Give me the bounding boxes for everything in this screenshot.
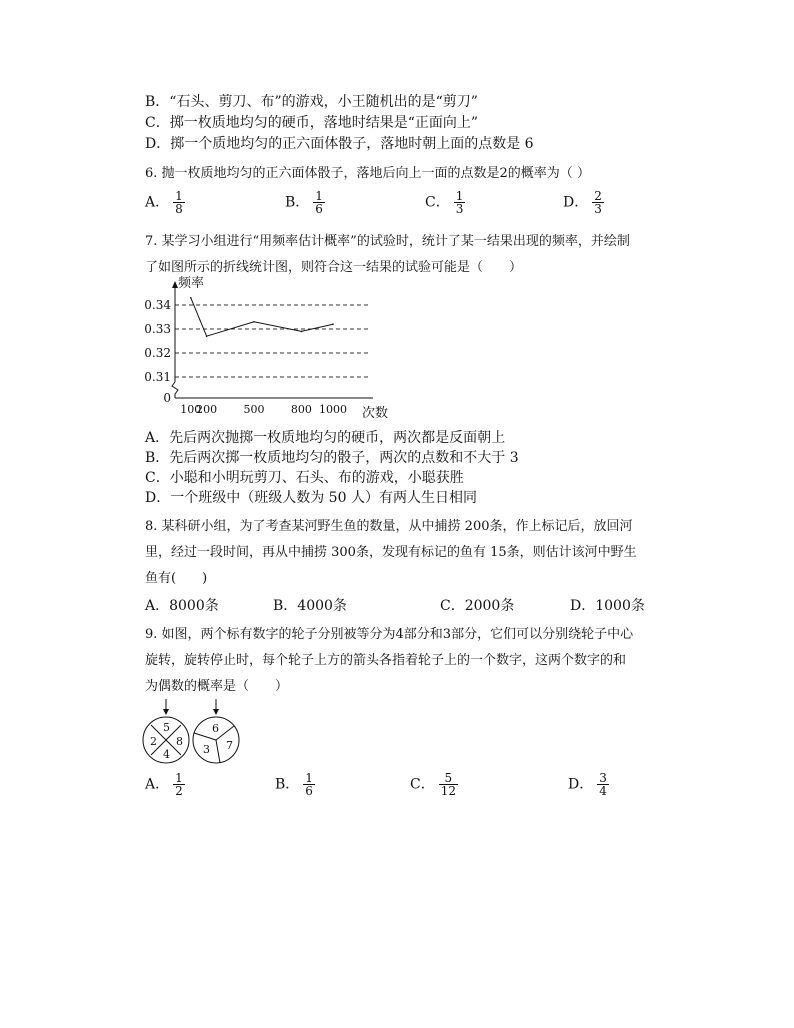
q6-option-d — [563, 190, 604, 215]
fraction-numerator: 1 — [305, 771, 313, 785]
fraction-denominator: 6 — [315, 202, 323, 216]
wheel-right-number: 6 — [212, 722, 219, 735]
fraction-numerator: 1 — [455, 189, 464, 203]
chart-y-axis-label: 频率 — [178, 276, 205, 291]
q9-option-d — [568, 772, 609, 797]
chart-data-point — [190, 297, 192, 299]
chart-y-tick-label: 0 — [163, 391, 171, 405]
q9-option-a-label: A． — [145, 776, 170, 793]
wheel-left-number: 4 — [163, 748, 170, 761]
chart-data-point — [206, 335, 208, 337]
chart-axes — [172, 281, 373, 398]
q9-stem-line2: 旋转，旋转停止时，每个轮子上方的箭头各指着轮子上的一个数字，这两个数字的和 — [145, 653, 627, 668]
q8-stem-line2: 里，经过一段时间，再从中捕捞 300条，发现有标记的鱼有 15条，则估计该河中野生 — [145, 545, 637, 560]
chart-x-tick-label: 1000 — [319, 403, 347, 416]
q6-option-b-fraction — [313, 190, 325, 215]
spinner-wheels-figure — [140, 697, 250, 767]
q7-stem-line1: 7. 某学习小组进行“用频率估计概率”的试验时，统计了某一结果出现的频率，并绘制 — [145, 234, 630, 249]
q9-option-c-fraction — [439, 772, 458, 797]
chart-series — [190, 297, 334, 337]
wheel-left-number: 8 — [176, 735, 183, 748]
wheel-left — [143, 699, 189, 763]
fraction-denominator: 3 — [455, 202, 464, 216]
chart-y-tick-label: 0.31 — [144, 370, 171, 384]
fraction-denominator: 2 — [175, 784, 183, 798]
q6-option-d-fraction — [592, 190, 604, 215]
q8-option-d: D．1000条 — [570, 598, 645, 614]
chart-axis-break-icon — [172, 382, 178, 398]
frequency-line-chart — [140, 276, 400, 421]
q6-stem: 6. 抛一枚质地均匀的正六面体骰子，落地后向上一面的点数是2的概率为（ ） — [145, 166, 590, 181]
q9-stem-line3: 为偶数的概率是（ ） — [145, 679, 289, 694]
q9-stem-line1: 9. 如图，两个标有数字的轮子分别被等分为4部分和3部分，它们可以分别绕轮子中心 — [145, 627, 634, 642]
q8-option-b: B．4000条 — [273, 598, 347, 614]
wheel-right-divider — [216, 740, 220, 763]
q6-option-a-label: A． — [145, 194, 170, 211]
q7-option-d: D．一个班级中（班级人数为 50 人）有两人生日相同 — [145, 490, 477, 506]
chart-x-tick-label: 800 — [290, 403, 312, 416]
q9-option-c-label: C． — [410, 776, 435, 793]
chart-x-tick-labels — [180, 403, 347, 416]
fraction-denominator: 4 — [599, 784, 607, 798]
q6-option-d-label: D． — [563, 194, 589, 211]
fraction-numerator: 1 — [175, 189, 183, 203]
fraction-denominator: 6 — [305, 784, 313, 798]
q6-option-b-label: B． — [285, 194, 310, 211]
chart-y-tick-labels — [144, 298, 171, 405]
chart-x-tick-label: 200 — [196, 403, 218, 416]
fraction-numerator: 1 — [315, 189, 323, 203]
chart-y-tick-label: 0.32 — [144, 346, 171, 360]
chart-series-line — [191, 298, 333, 336]
q7-stem-line2: 了如图所示的折线统计图，则符合这一结果的试验可能是（ ） — [145, 260, 523, 275]
fraction-denominator: 3 — [594, 202, 602, 216]
q6-option-c-label: C． — [425, 194, 450, 211]
fraction-numerator: 2 — [594, 189, 602, 203]
q7-option-b: B．先后两次掷一枚质地均匀的骰子，两次的点数和不大于 3 — [145, 450, 519, 466]
fraction-numerator: 3 — [599, 771, 607, 785]
q9-option-b — [275, 772, 315, 797]
fraction-denominator: 12 — [440, 784, 456, 798]
q9-option-c — [410, 772, 458, 797]
chart-x-tick-label: 500 — [243, 403, 265, 416]
q6-option-a — [145, 190, 185, 215]
option-d-text: D．掷一个质地均匀的正六面体骰子，落地时朝上面的点数是 6 — [145, 136, 534, 152]
option-b-text: B．“石头、剪刀、布”的游戏，小王随机出的是“剪刀” — [145, 94, 478, 110]
fraction-denominator: 8 — [175, 202, 183, 216]
q8-option-c: C．2000条 — [440, 598, 515, 614]
q8-stem-line1: 8. 某科研小组，为了考查某河野生鱼的数量，从中捕捞 200条，作上标记后，放回河 — [145, 519, 633, 534]
q6-option-b — [285, 190, 325, 215]
wheel-left-number: 5 — [163, 721, 170, 734]
chart-y-tick-label: 0.33 — [144, 322, 171, 336]
option-c-text: C．掷一枚质地均匀的硬币，落地时结果是“正面向上” — [145, 115, 479, 131]
chart-data-point — [332, 323, 334, 325]
chart-data-point — [301, 331, 303, 333]
q9-option-d-fraction — [597, 772, 609, 797]
q8-stem-line3: 鱼有( ) — [145, 571, 208, 586]
chart-x-axis-label: 次数 — [362, 406, 389, 421]
chart-gridlines — [175, 305, 368, 377]
q6-option-a-fraction — [173, 190, 185, 215]
chart-data-point — [253, 321, 255, 323]
wheel-right-number: 7 — [226, 739, 233, 752]
q9-option-a — [145, 772, 185, 797]
q9-option-b-label: B． — [275, 776, 300, 793]
wheel-left-number: 2 — [150, 735, 157, 748]
chart-x-tick-label: 100 — [180, 403, 202, 416]
chart-y-tick-label: 0.34 — [144, 298, 171, 312]
fraction-numerator: 1 — [175, 771, 183, 785]
q6-option-c — [425, 190, 465, 215]
wheel-right-number: 3 — [203, 743, 210, 756]
q9-option-a-fraction — [173, 772, 185, 797]
arrow-right-head-icon — [213, 709, 219, 715]
arrow-left-head-icon — [163, 709, 169, 715]
wheel-right — [193, 699, 239, 763]
q7-option-c: C．小聪和小明玩剪刀、石头、布的游戏，小聪获胜 — [145, 470, 464, 486]
q9-option-d-label: D． — [568, 776, 594, 793]
q7-option-a: A．先后两次抛掷一枚质地均匀的硬币，两次都是反面朝上 — [145, 430, 506, 446]
q8-option-a: A．8000条 — [145, 598, 219, 614]
q6-option-c-fraction — [454, 190, 466, 215]
fraction-numerator: 5 — [444, 771, 453, 785]
q9-option-b-fraction — [303, 772, 315, 797]
